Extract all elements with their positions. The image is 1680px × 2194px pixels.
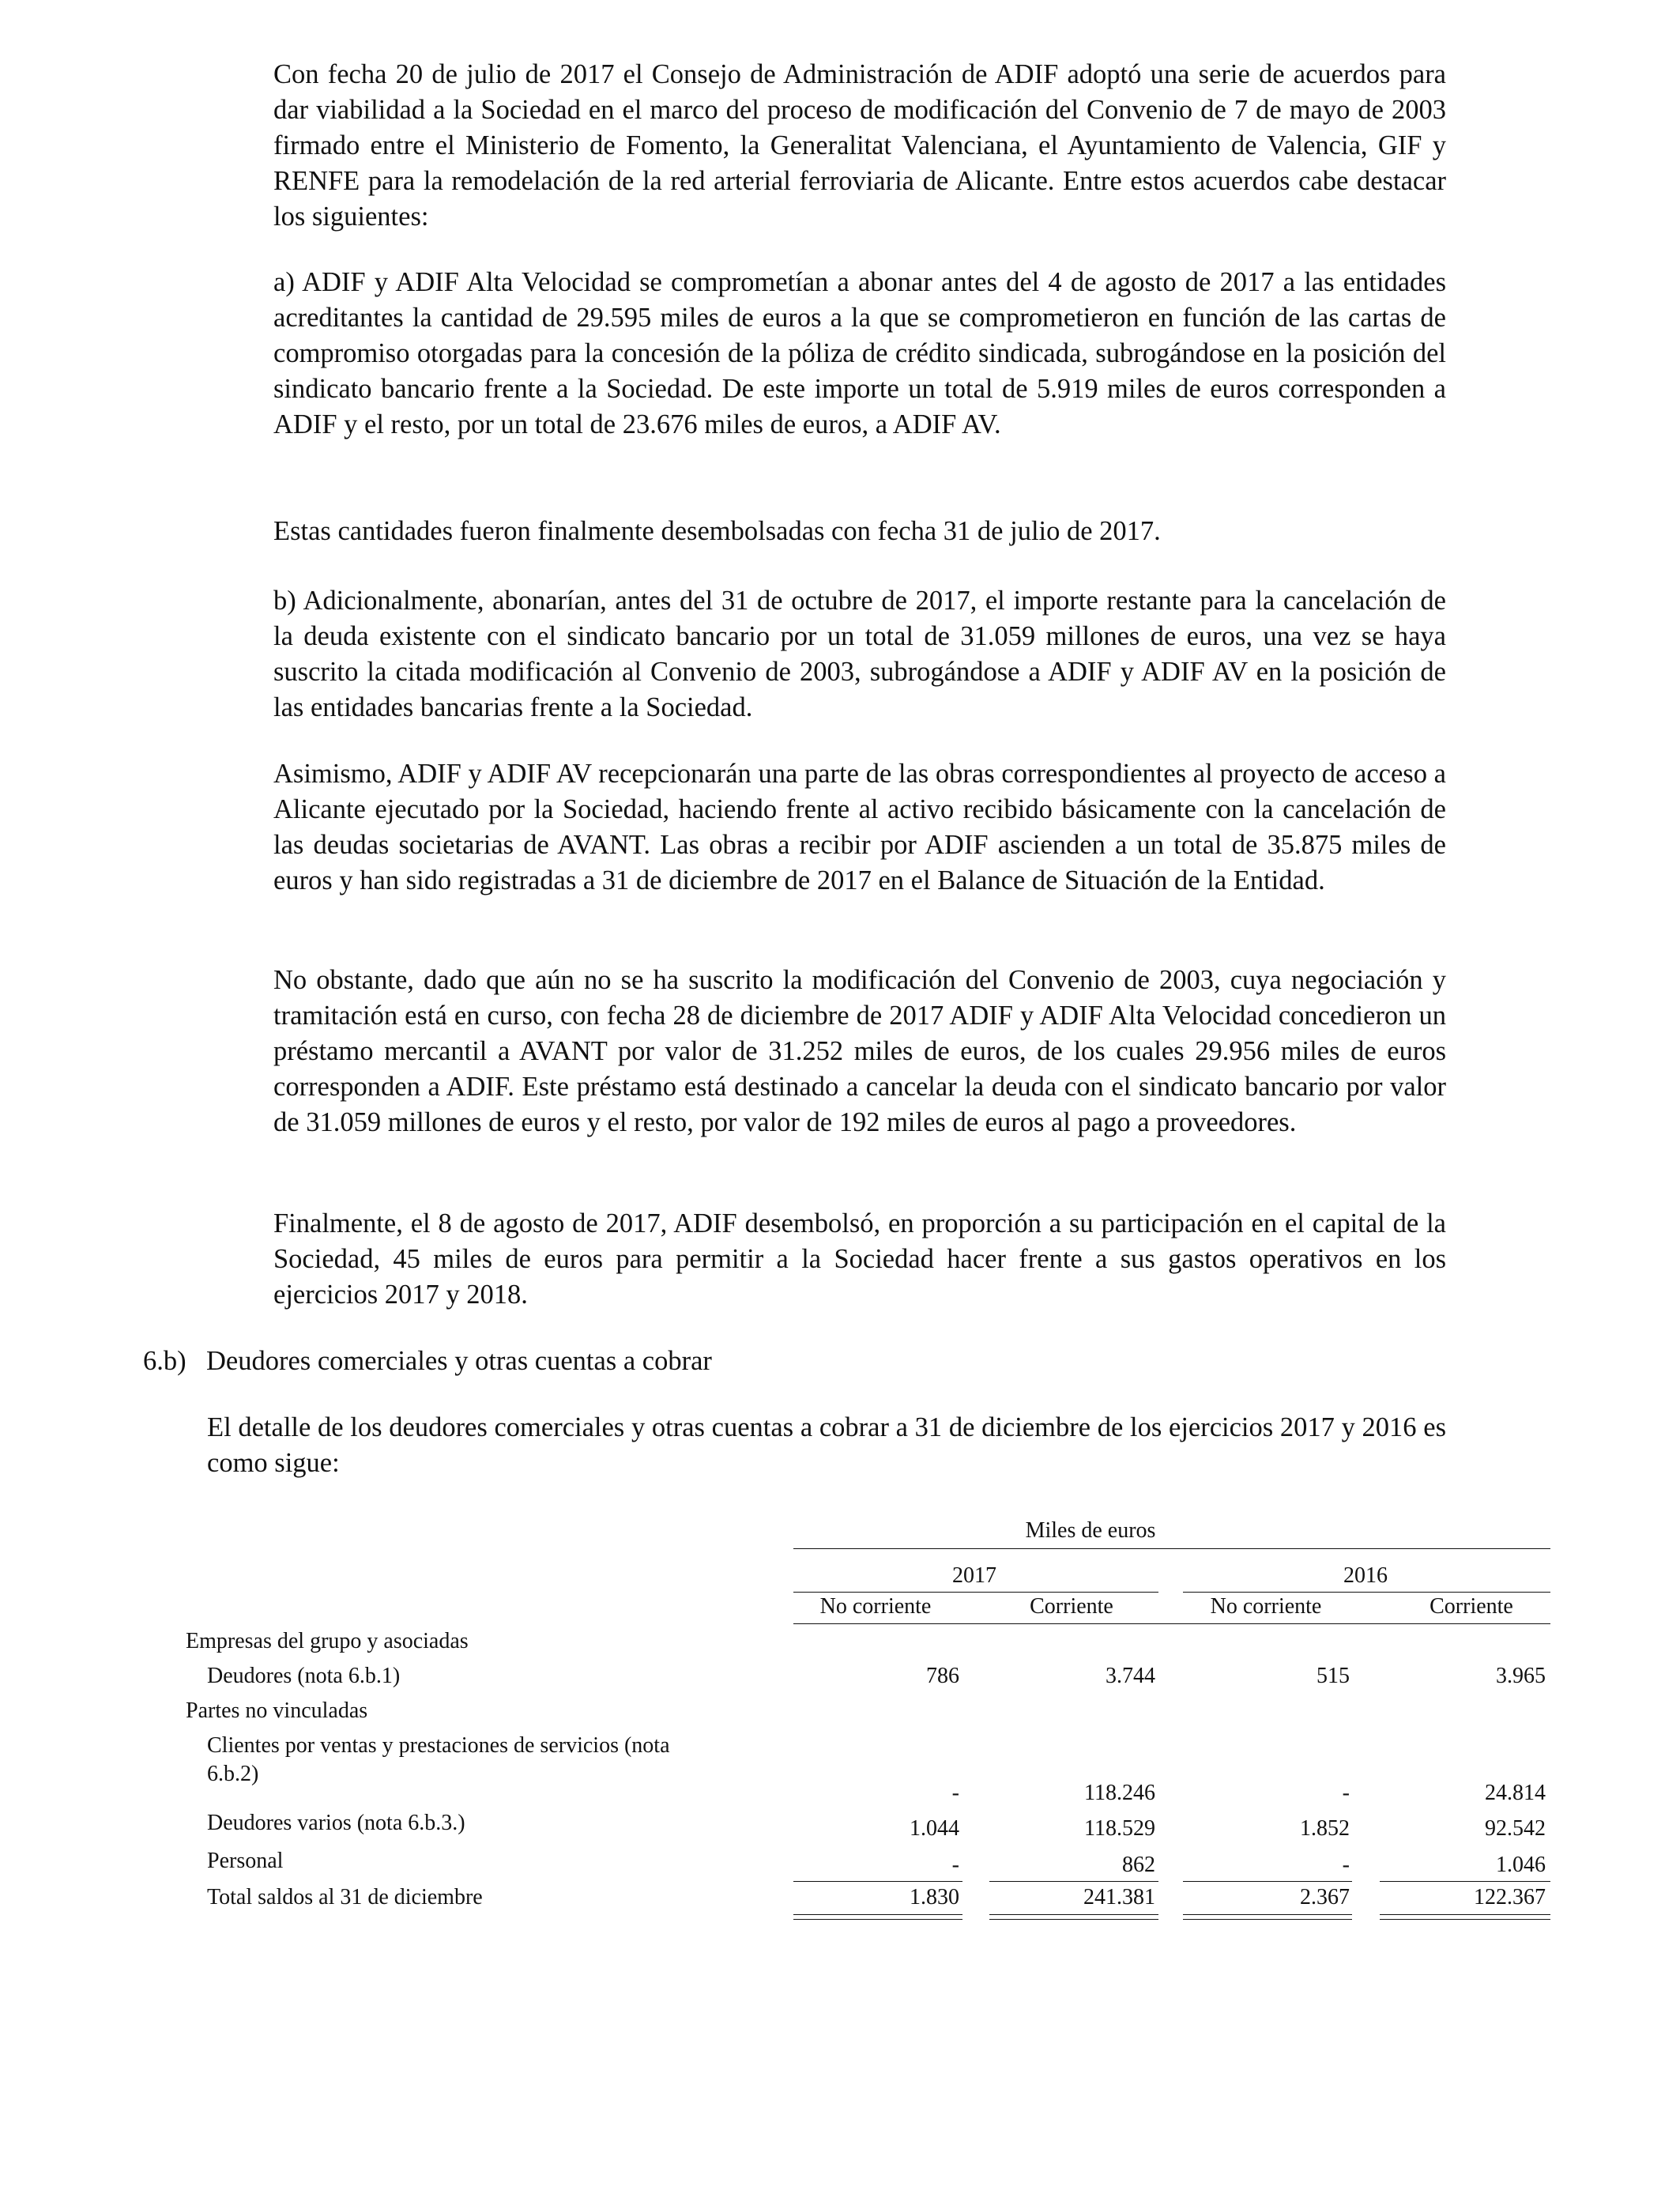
total-rule-bottom-2016-c bbox=[1380, 1919, 1550, 1920]
cell-total-2016-c: 122.367 bbox=[1474, 1885, 1546, 1909]
total-rule-top-2017-c bbox=[989, 1914, 1158, 1915]
cell-clientes-2017-nc: - bbox=[951, 1781, 959, 1805]
row-group-header-empresas: Empresas del grupo y asociadas bbox=[186, 1629, 469, 1653]
row-label-varios: Deudores varios (nota 6.b.3.) bbox=[207, 1811, 465, 1835]
year-2017-header: 2017 bbox=[952, 1563, 996, 1588]
section-title: Deudores comerciales y otras cuentas a cobrar bbox=[206, 1346, 712, 1376]
year-2016-rule bbox=[1183, 1592, 1550, 1593]
col-header-2016-corriente: Corriente bbox=[1430, 1594, 1513, 1619]
cell-personal-2017-nc: - bbox=[951, 1853, 959, 1877]
total-rule-top-2017-nc bbox=[793, 1914, 962, 1915]
total-rule-bottom-2017-nc bbox=[793, 1919, 962, 1920]
row-label-total: Total saldos al 31 de diciembre bbox=[207, 1885, 483, 1909]
cell-total-2017-nc: 1.830 bbox=[910, 1885, 959, 1909]
col-header-2017-corriente: Corriente bbox=[1030, 1594, 1113, 1619]
total-rule-bottom-2016-nc bbox=[1183, 1919, 1352, 1920]
cell-deudores-2016-c: 3.965 bbox=[1496, 1664, 1546, 1688]
cell-varios-2017-c: 118.529 bbox=[1084, 1816, 1155, 1841]
cell-personal-2016-nc: - bbox=[1342, 1853, 1350, 1877]
cell-deudores-2017-nc: 786 bbox=[926, 1664, 959, 1688]
col-header-rule bbox=[793, 1623, 1550, 1624]
cell-clientes-2016-nc: - bbox=[1342, 1781, 1350, 1805]
paragraph-no-obstante: No obstante, dado que aún no se ha suscrito la modificación del Convenio de 2003, cuya negociación y tramitación está en curso, con fecha 28 de diciembre de 2017 ADIF y ADIF Alta Velocidad concedieron un préstamo mercantil a AVANT por valor de 31.252 miles de euros, de los cuales 29.956 miles de euros corresponden a ADIF. Este préstamo está destinado a cancelar la deuda con el sindicato bancario por valor de 31.059 millones de euros y el resto, por valor de 192 miles de euros al pago a proveedores. bbox=[273, 965, 1446, 1137]
total-rule-top-2016-c bbox=[1380, 1914, 1550, 1915]
subtotal-rule-2017-c bbox=[989, 1881, 1158, 1882]
cell-total-2017-c: 241.381 bbox=[1083, 1885, 1155, 1909]
unit-header-rule bbox=[793, 1548, 1550, 1549]
unit-header: Miles de euros bbox=[1025, 1518, 1156, 1543]
cell-personal-2017-c: 862 bbox=[1122, 1853, 1155, 1877]
cell-varios-2017-nc: 1.044 bbox=[910, 1816, 959, 1841]
row-label-clientes-line1: Clientes por ventas y prestaciones de servicios (nota bbox=[207, 1733, 670, 1758]
subtotal-rule-2016-c bbox=[1380, 1881, 1550, 1882]
subtotal-rule-2017-nc bbox=[793, 1881, 962, 1882]
paragraph-acuerdo-a: a) ADIF y ADIF Alta Velocidad se comprometían a abonar antes del 4 de agosto de 2017 a las entidades acreditantes la cantidad de 29.595 miles de euros a la que se comprometieron en función de las cartas de compromiso otorgadas para la concesión de la póliza de crédito sindicada, subrogándose en la posición del sindicato bancario frente a la Sociedad. De este importe un total de 5.919 miles de euros corresponden a ADIF y el resto, por un total de 23.676 miles de euros, a ADIF AV. bbox=[273, 267, 1446, 439]
cell-total-2016-nc: 2.367 bbox=[1300, 1885, 1350, 1909]
col-header-2016-no-corriente: No corriente bbox=[1210, 1594, 1322, 1619]
row-label-clientes-line2: 6.b.2) bbox=[207, 1762, 259, 1786]
cell-clientes-2016-c: 24.814 bbox=[1485, 1781, 1546, 1805]
cell-varios-2016-nc: 1.852 bbox=[1300, 1816, 1350, 1841]
cell-personal-2016-c: 1.046 bbox=[1496, 1853, 1546, 1877]
section-intro: El detalle de los deudores comerciales y otras cuentas a cobrar a 31 de diciembre de los ejercicios 2017 y 2016 es como sigue: bbox=[207, 1412, 1446, 1478]
paragraph-asimismo: Asimismo, ADIF y ADIF AV recepcionarán una parte de las obras correspondientes al proyecto de acceso a Alicante ejecutado por la Sociedad, haciendo frente al activo recibido básicamente con la cancelación de las deudas societarias de AVANT. Las obras a recibir por ADIF ascienden a un total de 35.875 miles de euros y han sido registradas a 31 de diciembre de 2017 en el Balance de Situación de la Entidad. bbox=[273, 759, 1446, 895]
cell-clientes-2017-c: 118.246 bbox=[1084, 1781, 1155, 1805]
paragraph-finalmente: Finalmente, el 8 de agosto de 2017, ADIF desembolsó, en proporción a su participación en el capital de la Sociedad, 45 miles de euros para permitir a la Sociedad hacer frente a sus gastos operativos en los ejercicios 2017 y 2018. bbox=[273, 1208, 1446, 1310]
year-2017-rule bbox=[793, 1592, 1158, 1593]
row-group-header-partes: Partes no vinculadas bbox=[186, 1698, 368, 1723]
paragraph-acuerdos-intro: Con fecha 20 de julio de 2017 el Consejo de Administración de ADIF adoptó una serie de acuerdos para dar viabilidad a la Sociedad en el marco del proceso de modificación del Convenio de 7 de mayo de 2003 firmado entre el Ministerio de Fomento, la Generalitat Valenciana, el Ayuntamiento de Valencia, GIF y RENFE para la remodelación de la red arterial ferroviaria de Alicante. Entre estos acuerdos cabe destacar los siguientes: bbox=[273, 59, 1446, 232]
total-rule-top-2016-nc bbox=[1183, 1914, 1352, 1915]
row-label-deudores: Deudores (nota 6.b.1) bbox=[207, 1664, 401, 1688]
cell-varios-2016-c: 92.542 bbox=[1485, 1816, 1546, 1841]
paragraph-acuerdo-b: b) Adicionalmente, abonarían, antes del 31 de octubre de 2017, el importe restante para la cancelación de la deuda existente con el sindicato bancario por un total de 31.059 millones de euros, una vez se haya suscrito la citada modificación al Convenio de 2003, subrogándose a ADIF y ADIF AV en la posición de las entidades bancarias frente a la Sociedad. bbox=[273, 586, 1446, 722]
section-number: 6.b) bbox=[143, 1346, 186, 1376]
paragraph-desembolso: Estas cantidades fueron finalmente desembolsadas con fecha 31 de julio de 2017. bbox=[273, 516, 1161, 546]
row-label-personal: Personal bbox=[207, 1849, 284, 1873]
year-2016-header: 2016 bbox=[1343, 1563, 1388, 1588]
col-header-2017-no-corriente: No corriente bbox=[819, 1594, 932, 1619]
cell-deudores-2016-nc: 515 bbox=[1317, 1664, 1350, 1688]
subtotal-rule-2016-nc bbox=[1183, 1881, 1352, 1882]
cell-deudores-2017-c: 3.744 bbox=[1106, 1664, 1155, 1688]
total-rule-bottom-2017-c bbox=[989, 1919, 1158, 1920]
